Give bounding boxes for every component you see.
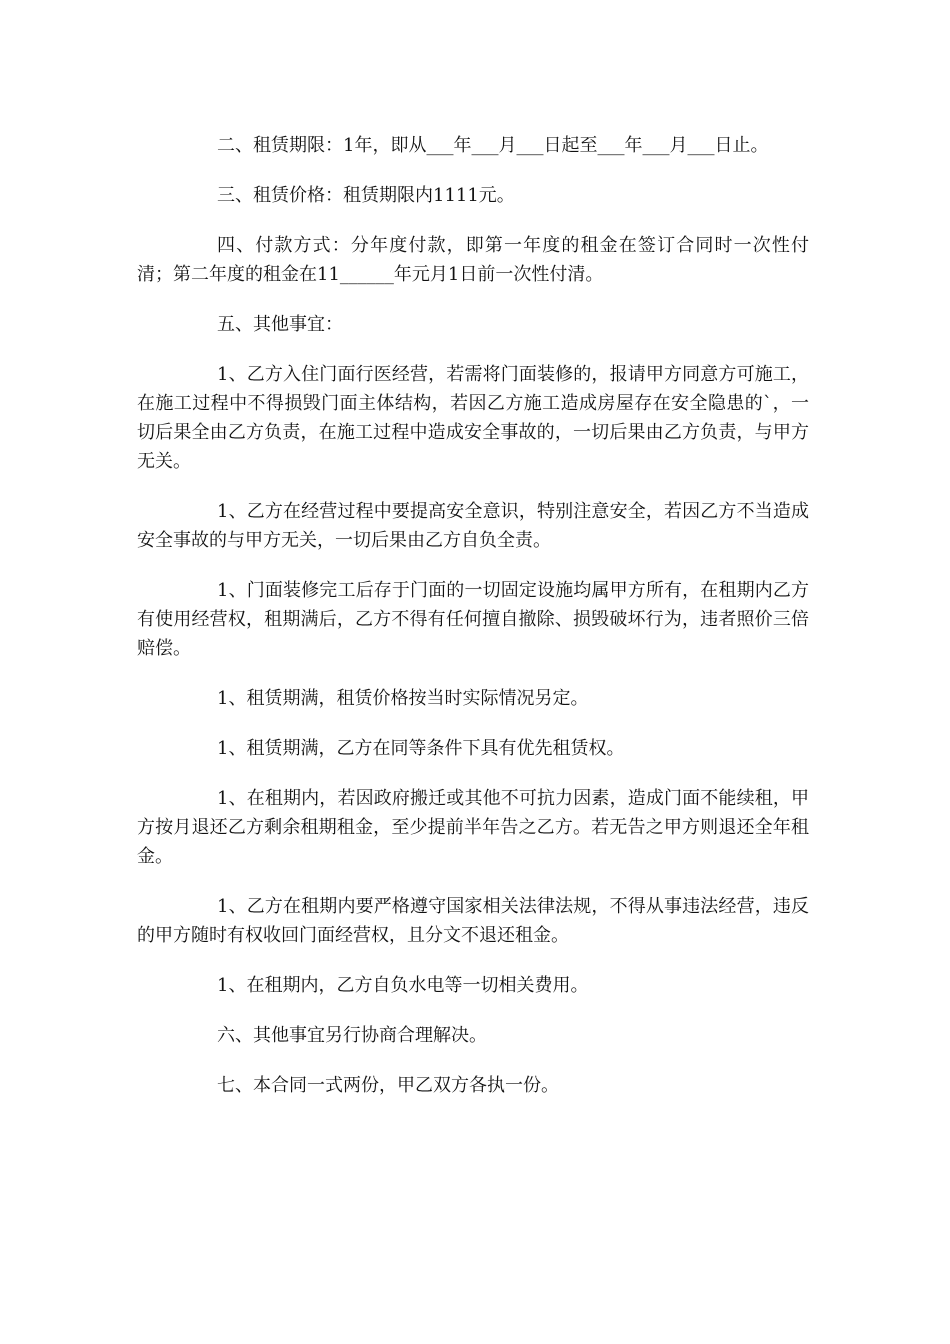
clause-lease-price: 三、租赁价格：租赁期限内1111元。 [217,185,515,206]
clause-item-safety: 1、乙方在经营过程中要提高安全意识，特别注意安全，若因乙方不当造成安全事故的与甲方无关，一切后果由乙方自负全责。 [137,501,809,551]
clause-other-matters-heading: 五、其他事宜： [217,314,343,335]
clause-item-renovation: 1、乙方入住门面行医经营，若需将门面装修的，报请甲方同意方可施工，在施工过程中不得损毁门面主体结构，若因乙方施工造成房屋存在安全隐患的`，一切后果全由乙方负责，在施工过程中造成安全事故的，一切后果由乙方负责，与甲方无关。 [137,364,809,472]
clause-other-negotiation: 六、其他事宜另行协商合理解决。 [217,1025,487,1046]
clause-payment-method: 四、付款方式：分年度付款，即第一年度的租金在签订合同时一次性付清；第二年度的租金在11______年元月1日前一次性付清。 [137,235,809,285]
clause-item-fixtures: 1、门面装修完工后存于门面的一切固定设施均属甲方所有，在租期内乙方有使用经营权，租期满后，乙方不得有任何擅自撤除、损毁破坏行为，违者照价三倍赔偿。 [137,580,809,659]
clause-item-renewal-price: 1、租赁期满，租赁价格按当时实际情况另定。 [217,688,589,709]
document-body [137,131,809,1121]
clause-item-legal-compliance: 1、乙方在租期内要严格遵守国家相关法律法规，不得从事违法经营，违反的甲方随时有权收回门面经营权，且分文不退还租金。 [137,896,809,946]
clause-item-utilities: 1、在租期内，乙方自负水电等一切相关费用。 [217,975,589,996]
clause-lease-term: 二、租赁期限：1年，即从___年___月___日起至___年___月___日止。 [217,135,769,156]
clause-item-priority-right: 1、租赁期满，乙方在同等条件下具有优先租赁权。 [217,738,625,759]
clause-copies: 七、本合同一式两份，甲乙双方各执一份。 [217,1075,559,1096]
clause-item-force-majeure: 1、在租期内，若因政府搬迁或其他不可抗力因素，造成门面不能续租，甲方按月退还乙方剩余租期租金，至少提前半年告之乙方。若无告之甲方则退还全年租金。 [137,788,809,867]
